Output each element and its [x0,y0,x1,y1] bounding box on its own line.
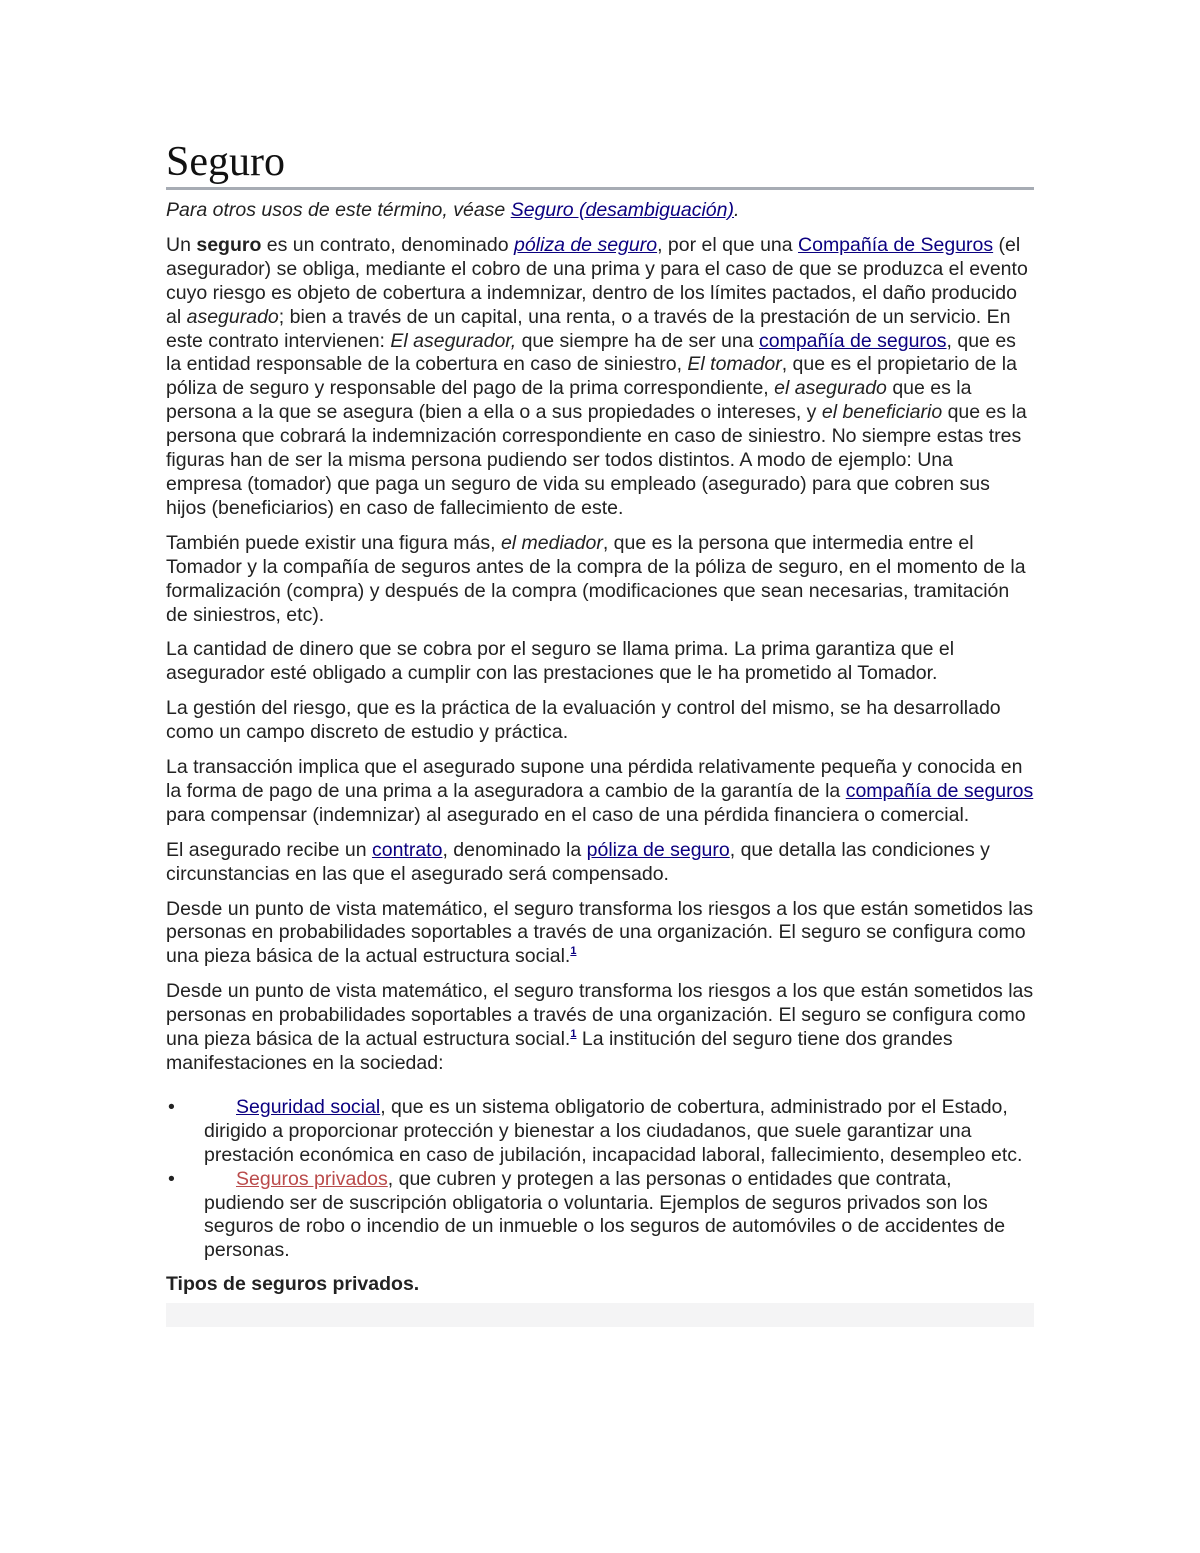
text: Un [166,233,197,256]
intro-paragraph [166,234,1034,521]
mediador-paragraph [166,532,1034,628]
italic-term: el mediador [500,531,603,554]
italic-term: asegurado [186,305,279,328]
riesgo-paragraph: La gestión del riesgo, que es la práctica de la evaluación y control del mismo, se ha desarrollado como un campo discreto de estudio y práctica. [166,697,1001,744]
italic-term: El tomador [687,353,782,376]
text: , que es el propietario de la póliza de seguro y responsable del pago de la prima correspondiente, [166,353,1017,400]
disambiguation-link[interactable]: Seguro (desambiguación) [510,199,734,221]
page-title: Seguro [166,138,1034,190]
text: La institución del seguro tiene dos grandes manifestaciones en la sociedad: [166,1028,953,1074]
bold-term: seguro [196,233,262,256]
text: que es la persona a la que se asegura (bien a ella o a sus propiedades o intereses, y [166,377,972,424]
article [166,138,1034,1327]
hatnote-period: . [734,199,740,221]
text: (el asegurador) se obliga, mediante el cobro de una prima y para el caso de que se produzca el evento cuyo riesgo es objeto de cobertura a indemnizar, dentro de los límites pactados, el daño producido al [166,233,1028,328]
contrato-paragraph [166,839,1034,887]
text: para compensar (indemnizar) al asegurado en el caso de una pérdida financiera o comercial. [166,803,970,826]
text: , que cubren y protegen a las personas o entidades que contrata, pudiendo ser de suscripción obligatoria o voluntaria. Ejemplos de seguros privados son los seguros de robo o incendio de un inmueble o los seguros de automóviles o de accidentes de personas. [204,1167,1006,1262]
reference-link[interactable]: 1 [570,945,577,958]
text: La transacción implica que el asegurado supone una pérdida relativamente pequeña y conocida en la forma de pago de una prima a la aseguradora a cambio de la garantía de la [166,756,1023,802]
seguros-privados-link[interactable]: Seguros privados [236,1167,388,1190]
hatnote-text: Para otros usos de este término, véase [166,199,511,221]
text: , por el que una [657,233,799,256]
poliza-de-seguro-link[interactable]: póliza de seguro [513,233,658,256]
transaccion-paragraph [166,756,1034,828]
text: Desde un punto de vista matemático, el seguro transforma los riesgos a los que están sometidos las personas en probabilidades soportables a través de una organización. El seguro se configura como una pieza básica de la actual estructura social. [166,980,1034,1051]
italic-term: El asegurador, [390,329,517,352]
bullet-icon: • [168,1167,175,1190]
hatnote [166,199,1034,223]
matematico-paragraph [166,898,1034,970]
text: ; bien a través de un capital, una renta, o a través de la prestación de un servicio. En este contrato intervienen: [166,305,1011,352]
seguridad-social-link[interactable]: Seguridad social [236,1095,381,1118]
gray-bar [166,1303,1034,1327]
text: , que es la persona que intermedia entre el Tomador y la compañía de seguros antes de la compra de la póliza de seguro, en el momento de la formalización (compra) y después de la compra (modificaciones que sean necesarias, tramitación de siniestros, etc). [166,531,1026,626]
compania-de-seguros-link[interactable]: compañía de seguros [758,329,947,352]
text: , que es la entidad responsable de la cobertura en caso de siniestro, [166,329,1016,376]
list-item [168,1167,1034,1264]
section-heading: Tipos de seguros privados. [166,1273,420,1296]
bullet-icon: • [168,1095,175,1118]
matematico-paragraph-2 [166,980,1034,1076]
prima-paragraph: La cantidad de dinero que se cobra por el seguro se llama prima. La prima garantiza que el asegurador esté obligado a cumplir con las prestaciones que le ha prometido al Tomador. [166,638,955,685]
text: , que es un sistema obligatorio de cobertura, administrado por el Estado, dirigido a proporcionar protección y bienestar a los ciudadanos, que suele garantizar una prestación económica en caso de jubilación, incapacidad laboral, fallecimiento, desempleo etc. [204,1095,1023,1166]
text: es un contrato, denominado [261,233,514,256]
text: , que detalla las condiciones y circunstancias en las que el asegurado será compensado. [166,838,990,885]
text: También puede existir una figura más, [166,531,501,554]
text: Desde un punto de vista matemático, el seguro transforma los riesgos a los que están sometidos las personas en probabilidades soportables a través de una organización. El seguro se configura como una pieza básica de la actual estructura social. [166,897,1034,968]
list-item [168,1095,1034,1168]
italic-term: el beneficiario [821,401,943,424]
contrato-link[interactable]: contrato [371,838,443,861]
text: , denominado la [442,838,587,861]
manifestations-list [166,1096,1034,1263]
reference-link[interactable]: 1 [570,1028,577,1041]
compania-de-seguros-link[interactable]: Compañía de Seguros [798,233,994,256]
text: que siempre ha de ser una [516,329,759,352]
poliza-de-seguro-link[interactable]: póliza de seguro [586,838,730,861]
text: que es la persona que cobrará la indemnización correspondiente en caso de siniestro. No siempre estas tres figuras han de ser la misma persona pudiendo ser todos distintos. A modo de ejemplo: Una empresa (tomador) que paga un seguro de vida su empleado (asegurado) para que cobren sus hijos (beneficiarios) en caso de fallecimiento de este. [166,401,1027,519]
italic-term: el asegurado [774,377,887,400]
compania-de-seguros-link[interactable]: compañía de seguros [845,779,1034,802]
text: El asegurado recibe un [166,838,372,861]
